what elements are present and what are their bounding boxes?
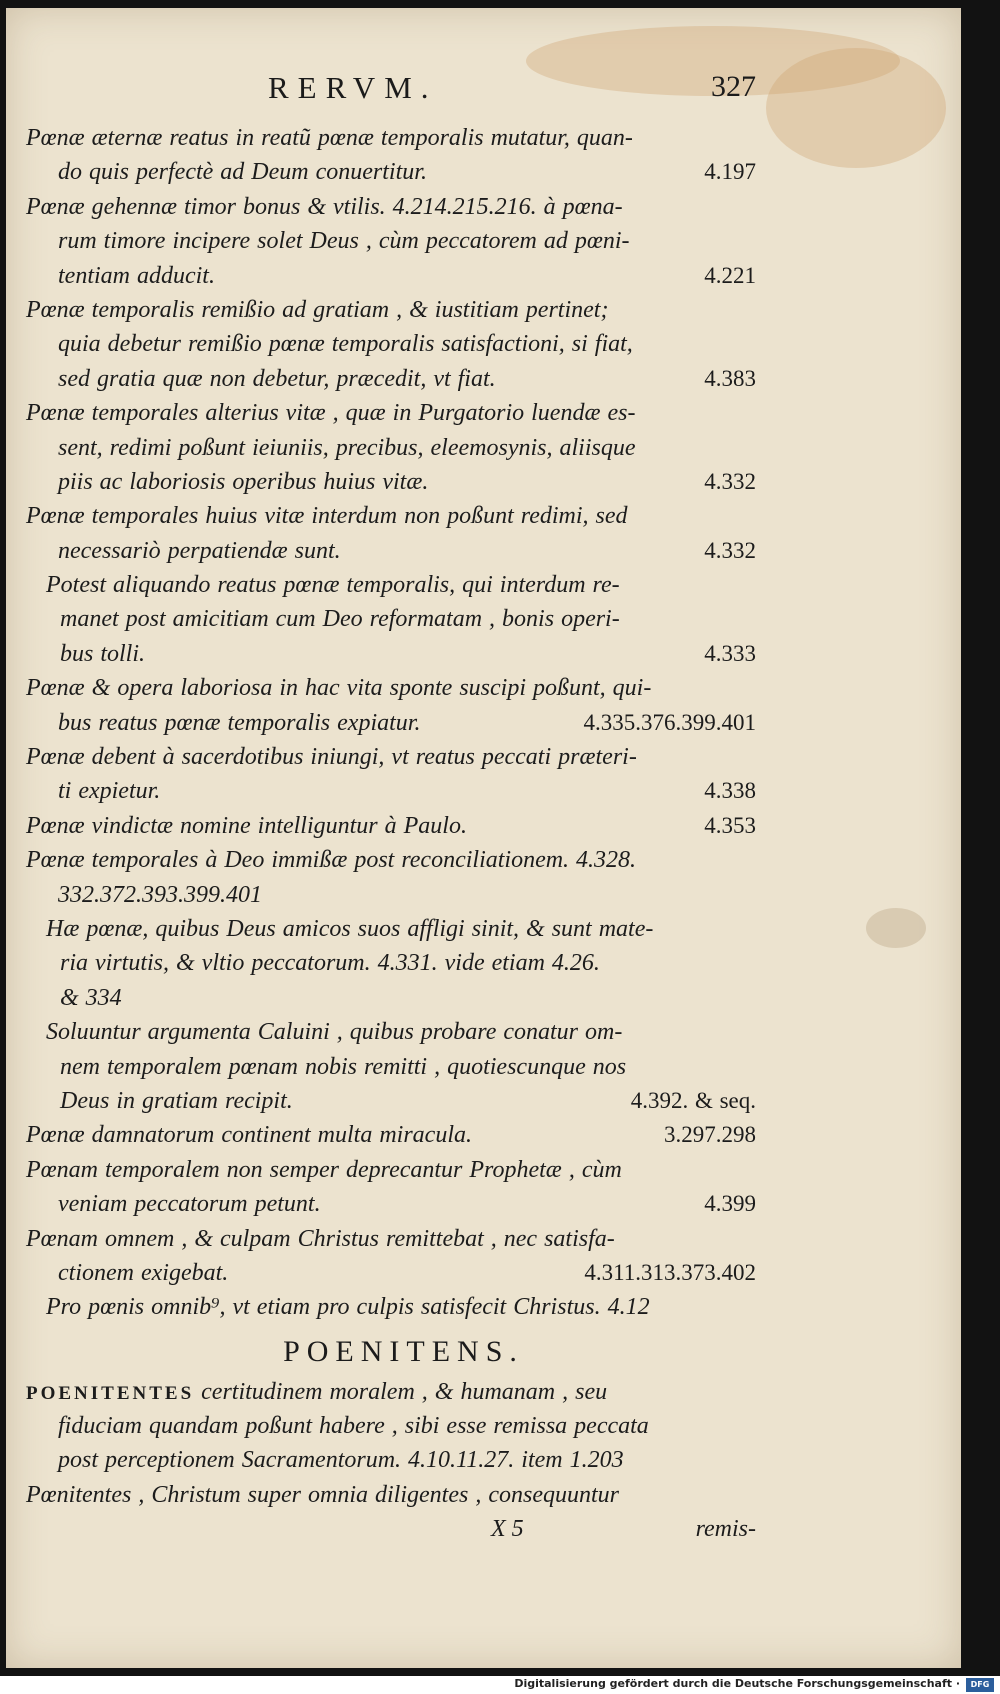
entry-text: Pœnæ gehennæ timor bonus & vtilis. 4.214.215.216. à pœna-	[26, 193, 623, 220]
running-title: RERVM.	[268, 70, 438, 105]
index-entry	[6, 499, 961, 568]
entry-reference: 4.333	[704, 640, 756, 666]
index-entry	[6, 1222, 961, 1291]
entry-line	[6, 396, 961, 430]
entry-text: piis ac laboriosis operibus huius vitæ.	[58, 468, 429, 495]
entry-text: quia debetur remißio pœnæ temporalis satisfactioni, si fiat,	[58, 331, 633, 358]
index-entry	[6, 1375, 961, 1478]
entry-reference: 4.332	[704, 537, 756, 563]
funding-bar	[0, 1676, 1000, 1694]
entry-text: Pœnæ temporales huius vitæ interdum non poßunt redimi, sed	[26, 503, 628, 530]
entry-line	[6, 534, 961, 568]
entry-text: Pœnæ temporales à Deo immißæ post reconciliationem. 4.328.	[26, 847, 637, 874]
entry-line	[6, 809, 961, 843]
entry-line	[6, 1015, 961, 1049]
entry-text: Pœnam temporalem non semper deprecantur Prophetæ , cùm	[26, 1156, 622, 1183]
entry-text: Pœnæ temporales alterius vitæ , quæ in Purgatorio luendæ es-	[26, 400, 636, 427]
page-footer	[6, 1512, 961, 1546]
entry-line	[6, 981, 961, 1015]
funding-text: Digitalisierung gefördert durch die Deutsche Forschungsgemeinschaft ·	[514, 1677, 960, 1690]
index-entry	[6, 912, 961, 1015]
index-entry	[6, 843, 961, 912]
entry-line	[6, 1478, 961, 1512]
page-number: 327	[711, 70, 756, 103]
entry-text: sed gratia quæ non debetur, præcedit, vt fiat.	[58, 365, 496, 392]
entry-line	[6, 740, 961, 774]
entry-text: Pœnæ & opera laboriosa in hac vita sponte suscipi poßunt, qui-	[26, 675, 652, 702]
entry-reference: 4.338	[704, 778, 756, 804]
entry-text: nem temporalem pœnam nobis remitti , quotiescunque nos	[60, 1053, 627, 1080]
signature-mark: X 5	[491, 1516, 524, 1543]
entry-reference: 4.353	[704, 812, 756, 838]
entry-text: necessariò perpatiendæ sunt.	[58, 537, 341, 564]
entry-reference: 4.332	[704, 468, 756, 494]
index-entry	[6, 671, 961, 740]
entry-line	[6, 155, 961, 189]
entry-text: Potest aliquando reatus pœnæ temporalis, qui interdum re-	[46, 572, 620, 599]
entry-text: Pro pœnis omnib⁹, vt etiam pro culpis satisfecit Christus. 4.12	[46, 1294, 650, 1321]
entry-line	[6, 259, 961, 293]
entry-text: bus reatus pœnæ temporalis expiatur.	[58, 709, 421, 736]
entry-text: Deus in gratiam recipit.	[60, 1087, 293, 1114]
entry-line	[6, 190, 961, 224]
entry-text: & 334	[60, 984, 122, 1011]
entry-text: post perceptionem Sacramentorum. 4.10.11.27. item 1.203	[58, 1447, 624, 1474]
book-page	[6, 8, 961, 1668]
entry-line	[6, 1084, 961, 1118]
index-entry	[6, 1153, 961, 1222]
entry-text: bus tolli.	[60, 640, 146, 667]
entry-line	[6, 499, 961, 533]
entry-line	[6, 602, 961, 636]
entry-text: veniam peccatorum petunt.	[58, 1191, 321, 1218]
entry-text: Pœnæ æternæ reatus in reatũ pœnæ temporalis mutatur, quan-	[26, 125, 633, 151]
entry-line	[6, 1443, 961, 1477]
index-entry	[6, 1478, 961, 1512]
entry-line	[6, 224, 961, 258]
entry-line	[6, 843, 961, 877]
entry-reference: 3.297.298	[664, 1122, 756, 1148]
entry-text: Pœnæ debent à sacerdotibus iniungi, vt reatus peccati præteri-	[26, 744, 637, 771]
entry-line	[6, 431, 961, 465]
entry-reference: 4.311.313.373.402	[584, 1259, 756, 1285]
entry-text: ti expietur.	[58, 778, 161, 805]
index-entry	[6, 1015, 961, 1118]
entry-line	[6, 327, 961, 361]
entry-line	[6, 1050, 961, 1084]
entry-text: ctionem exigebat.	[58, 1259, 229, 1286]
entry-line	[6, 637, 961, 671]
entry-line	[6, 774, 961, 808]
entry-line	[6, 1375, 961, 1409]
index-entry	[6, 293, 961, 396]
index-entry	[6, 1118, 961, 1152]
entry-text: fiduciam quandam poßunt habere , sibi esse remissa peccata	[58, 1413, 649, 1440]
entry-line	[6, 293, 961, 327]
entry-line	[6, 946, 961, 980]
entry-reference: 4.221	[704, 262, 756, 288]
entry-line	[6, 1290, 961, 1324]
entry-text: Pœnam omnem , & culpam Christus remittebat , nec satisfa-	[26, 1225, 615, 1252]
entry-line	[6, 1409, 961, 1443]
index-entry	[6, 396, 961, 499]
entry-line	[6, 1222, 961, 1256]
entry-reference: 4.392. & seq.	[630, 1087, 756, 1113]
entry-text: Pœnæ temporalis remißio ad gratiam , & iustitiam pertinet;	[26, 296, 609, 323]
index-entry	[6, 568, 961, 671]
entry-reference: 4.335.376.399.401	[583, 709, 756, 735]
catchword: remis-	[695, 1516, 756, 1543]
entry-text: Pœnæ damnatorum continent multa miracula.	[26, 1122, 472, 1149]
entry-line	[6, 362, 961, 396]
entry-line	[6, 465, 961, 499]
entry-reference: 4.383	[704, 365, 756, 391]
index-entry	[6, 121, 961, 190]
index-entries	[6, 121, 961, 1546]
entry-line	[6, 1118, 961, 1152]
entry-text: ria virtutis, & vltio peccatorum. 4.331. vide etiam 4.26.	[60, 950, 600, 977]
entry-text: Pœnitentes , Christum super omnia diligentes , consequuntur	[26, 1481, 619, 1508]
entry-line	[6, 1256, 961, 1290]
entry-line	[6, 878, 961, 912]
index-entry	[6, 190, 961, 293]
entry-line	[6, 671, 961, 705]
index-entry	[6, 809, 961, 843]
entry-line	[6, 1153, 961, 1187]
entry-text: rum timore incipere solet Deus , cùm peccatorem ad pœni-	[58, 228, 630, 255]
entry-text: Soluuntur argumenta Caluini , quibus probare conatur om-	[46, 1019, 623, 1046]
entry-line	[6, 121, 961, 155]
entry-text: manet post amicitiam cum Deo reformatam , bonis operi-	[60, 606, 620, 633]
entry-text: Pœnæ vindictæ nomine intelliguntur à Paulo.	[26, 812, 467, 839]
entry-text: tentiam adducit.	[58, 262, 215, 289]
entry-line	[6, 912, 961, 946]
entry-text: certitudinem moralem , & humanam , seu	[194, 1378, 608, 1405]
entry-text: sent, redimi poßunt ieiuniis, precibus, eleemosynis, aliisque	[58, 434, 636, 461]
entry-text: do quis perfectè ad Deum conuertitur.	[58, 159, 427, 186]
entry-lead-word: POENITENTES	[26, 1382, 195, 1404]
page-header	[6, 70, 961, 120]
entry-line	[6, 706, 961, 740]
entry-text: Hæ pœnæ, quibus Deus amicos suos affligi sinit, & sunt mate-	[46, 915, 654, 942]
entry-reference: 4.197	[704, 159, 756, 185]
dfg-logo: DFG	[966, 1678, 994, 1692]
section-heading: POENITENS.	[283, 1334, 524, 1368]
entry-reference: 4.399	[704, 1191, 756, 1217]
entry-line	[6, 1187, 961, 1221]
index-entry	[6, 1290, 961, 1324]
entry-line	[6, 568, 961, 602]
entry-text: 332.372.393.399.401	[58, 881, 262, 908]
index-entry	[6, 740, 961, 809]
